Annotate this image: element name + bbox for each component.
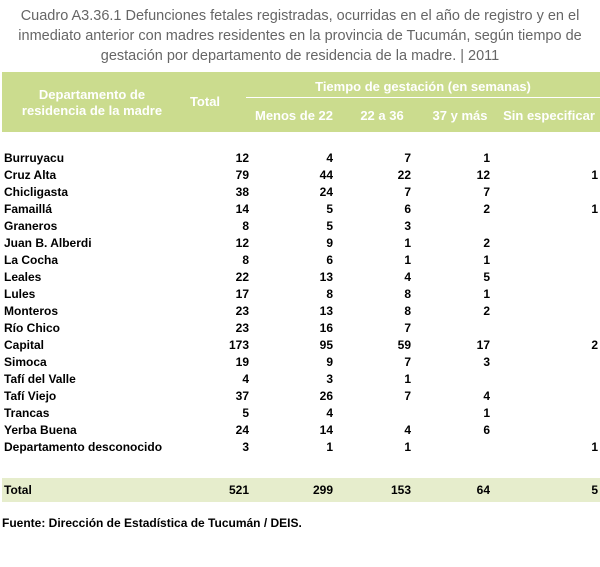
cell-department: Tafí Viejo — [4, 389, 57, 403]
table-row — [2, 354, 600, 371]
header-gestation-group: Tiempo de gestación (en semanas) — [315, 79, 531, 94]
cell-37-y-mas: 1 — [483, 151, 490, 165]
cell-total: 38 — [235, 185, 249, 199]
cell-department: Juan B. Alberdi — [4, 236, 92, 250]
table-row — [2, 337, 600, 354]
cell-22-a-36: 4 — [404, 270, 411, 284]
cell-menos-22: 95 — [319, 338, 333, 352]
cell-22-a-36: 3 — [404, 219, 411, 233]
cell-22-a-36: 8 — [404, 287, 411, 301]
table-row — [2, 405, 600, 422]
cell-22-a-36: 4 — [404, 423, 411, 437]
cell-37-y-mas: 4 — [483, 389, 490, 403]
table-row — [2, 286, 600, 303]
cell-menos-22: 24 — [319, 185, 333, 199]
cell-total: 24 — [235, 423, 249, 437]
cell-total: 12 — [235, 151, 249, 165]
cell-22-a-36: 7 — [404, 321, 411, 335]
table-row — [2, 218, 600, 235]
cell-department: Trancas — [4, 406, 50, 420]
cell-total: 19 — [235, 355, 249, 369]
header-sin-especificar: Sin especificar — [503, 108, 595, 123]
cell-total: 4 — [242, 372, 249, 386]
total-sin-especificar: 5 — [591, 483, 598, 497]
header-22-a-36: 22 a 36 — [360, 108, 404, 123]
cell-menos-22: 9 — [326, 355, 333, 369]
cell-menos-22: 26 — [319, 389, 333, 403]
cell-menos-22: 5 — [326, 202, 333, 216]
cell-department: Departamento desconocido — [4, 440, 163, 454]
cell-37-y-mas: 17 — [476, 338, 490, 352]
header-department-line1: Departamento de — [38, 87, 146, 102]
cell-department: Leales — [4, 270, 42, 284]
cell-total: 22 — [235, 270, 249, 284]
table-row — [2, 235, 600, 252]
cell-37-y-mas: 7 — [483, 185, 490, 199]
cell-22-a-36: 1 — [404, 440, 411, 454]
cell-37-y-mas: 1 — [483, 253, 490, 267]
table-row — [2, 303, 600, 320]
total-22-a-36: 153 — [390, 483, 411, 497]
header-total: Total — [189, 94, 221, 109]
cell-department: Burruyacu — [4, 151, 65, 165]
cell-department: Graneros — [4, 219, 58, 233]
table-row — [2, 269, 600, 286]
title-line-1: Cuadro A3.36.1 Defunciones fetales registradas, ocurridas en el año de registro y en el — [20, 8, 580, 24]
cell-menos-22: 3 — [326, 372, 333, 386]
cell-37-y-mas: 1 — [483, 287, 490, 301]
cell-department: Lules — [4, 287, 36, 301]
cell-total: 37 — [235, 389, 249, 403]
cell-sin-especificar: 1 — [591, 202, 598, 216]
cell-sin-especificar: 1 — [591, 168, 598, 182]
cell-menos-22: 4 — [326, 406, 333, 420]
cell-department: Yerba Buena — [4, 423, 77, 437]
cell-37-y-mas: 2 — [483, 304, 490, 318]
table-row — [2, 320, 600, 337]
cell-22-a-36: 59 — [397, 338, 411, 352]
cell-menos-22: 44 — [319, 168, 333, 182]
table-body — [2, 150, 600, 456]
cell-total: 79 — [235, 168, 249, 182]
header-department — [7, 87, 177, 119]
cell-total: 12 — [235, 236, 249, 250]
cell-department: Chicligasta — [4, 185, 69, 199]
cell-22-a-36: 7 — [404, 389, 411, 403]
table-row — [2, 184, 600, 201]
cell-menos-22: 6 — [326, 253, 333, 267]
header-menos-22: Menos de 22 — [254, 108, 334, 123]
cell-total: 3 — [242, 440, 249, 454]
cell-menos-22: 5 — [326, 219, 333, 233]
cell-37-y-mas: 2 — [483, 202, 490, 216]
total-37-y-mas: 64 — [476, 483, 490, 497]
table-row — [2, 150, 600, 167]
cell-37-y-mas: 12 — [476, 168, 490, 182]
cell-department: Cruz Alta — [4, 168, 57, 182]
cell-22-a-36: 22 — [397, 168, 411, 182]
cell-total: 8 — [242, 219, 249, 233]
cell-22-a-36: 1 — [404, 253, 411, 267]
cell-22-a-36: 1 — [404, 236, 411, 250]
cell-22-a-36: 6 — [404, 202, 411, 216]
cell-total: 23 — [235, 304, 249, 318]
cell-22-a-36: 8 — [404, 304, 411, 318]
cell-total: 8 — [242, 253, 249, 267]
table-row — [2, 422, 600, 439]
total-label: Total — [4, 483, 32, 497]
cell-menos-22: 1 — [326, 440, 333, 454]
header-37-y-mas: 37 y más — [432, 108, 488, 123]
cell-department: Capital — [4, 338, 45, 352]
header-divider — [246, 97, 600, 98]
cell-37-y-mas: 3 — [483, 355, 490, 369]
cell-22-a-36: 1 — [404, 372, 411, 386]
cell-37-y-mas: 5 — [483, 270, 490, 284]
cell-37-y-mas: 2 — [483, 236, 490, 250]
cell-37-y-mas: 1 — [483, 406, 490, 420]
table-header — [2, 72, 600, 132]
cell-menos-22: 13 — [319, 304, 333, 318]
cell-total: 23 — [235, 321, 249, 335]
title-line-2: inmediato anterior con madres residentes en la provincia de Tucumán, según tiempo de — [18, 28, 582, 44]
cell-menos-22: 8 — [326, 287, 333, 301]
cell-menos-22: 16 — [319, 321, 333, 335]
cell-22-a-36: 7 — [404, 355, 411, 369]
source-note: Fuente: Dirección de Estadística de Tucumán / DEIS. — [2, 516, 302, 530]
cell-menos-22: 13 — [319, 270, 333, 284]
title-line-3: gestación por departamento de residencia de la madre. | 2011 — [100, 48, 500, 64]
total-menos-22: 299 — [312, 483, 333, 497]
table-row — [2, 388, 600, 405]
cell-menos-22: 9 — [326, 236, 333, 250]
cell-22-a-36: 7 — [404, 151, 411, 165]
cell-department: Simoca — [4, 355, 47, 369]
table-row — [2, 252, 600, 269]
cell-menos-22: 14 — [319, 423, 333, 437]
table-row — [2, 371, 600, 388]
cell-22-a-36: 7 — [404, 185, 411, 199]
cell-sin-especificar: 1 — [591, 440, 598, 454]
cell-total: 17 — [235, 287, 249, 301]
cell-department: Monteros — [4, 304, 58, 318]
cell-menos-22: 4 — [326, 151, 333, 165]
cell-department: Famaillá — [4, 202, 53, 216]
cell-total: 14 — [235, 202, 249, 216]
cell-total: 5 — [242, 406, 249, 420]
total-total: 521 — [228, 483, 249, 497]
cell-department: Tafí del Valle — [4, 372, 76, 386]
cell-sin-especificar: 2 — [591, 338, 598, 352]
table-row — [2, 439, 600, 456]
table-row — [2, 167, 600, 184]
table-title — [0, 6, 600, 66]
header-department-line2: residencia de la madre — [21, 103, 163, 118]
total-row — [2, 478, 600, 502]
cell-department: La Cocha — [4, 253, 59, 267]
cell-department: Río Chico — [4, 321, 60, 335]
table-row — [2, 201, 600, 218]
cell-37-y-mas: 6 — [483, 423, 490, 437]
cell-total: 173 — [228, 338, 249, 352]
